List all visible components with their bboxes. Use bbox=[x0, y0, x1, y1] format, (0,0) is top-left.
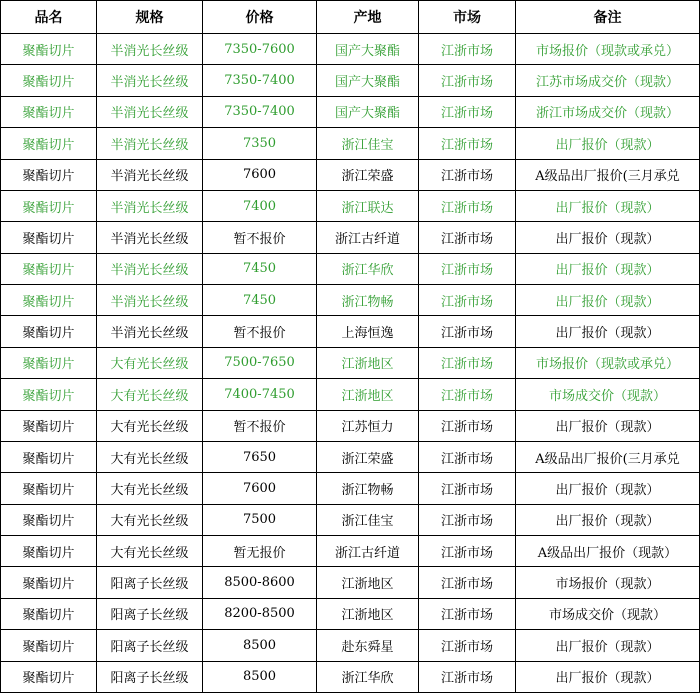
table-row bbox=[1, 536, 700, 567]
cell-market: 江浙市场 bbox=[419, 379, 516, 410]
cell-remarks: 江苏市场成交价（现款） bbox=[516, 65, 700, 96]
cell-product-name: 聚酯切片 bbox=[1, 473, 97, 504]
cell-market: 江浙市场 bbox=[419, 222, 516, 253]
table-row bbox=[1, 504, 700, 535]
header-remarks: 备注 bbox=[516, 1, 700, 34]
cell-remarks: 市场成交价（现款） bbox=[516, 379, 700, 410]
cell-market: 江浙市场 bbox=[419, 96, 516, 127]
cell-price: 7350-7400 bbox=[203, 65, 317, 96]
cell-market: 江浙市场 bbox=[419, 65, 516, 96]
cell-origin: 浙江佳宝 bbox=[317, 128, 419, 159]
cell-remarks: 出厂报价（现款） bbox=[516, 190, 700, 221]
table-row bbox=[1, 222, 700, 253]
cell-price: 8200-8500 bbox=[203, 598, 317, 629]
cell-specification: 阳离子长丝级 bbox=[97, 598, 203, 629]
cell-market: 江浙市场 bbox=[419, 34, 516, 65]
cell-product-name: 聚酯切片 bbox=[1, 598, 97, 629]
cell-market: 江浙市场 bbox=[419, 536, 516, 567]
cell-price: 暂不报价 bbox=[203, 410, 317, 441]
table-row bbox=[1, 567, 700, 598]
header-specification: 规格 bbox=[97, 1, 203, 34]
cell-product-name: 聚酯切片 bbox=[1, 661, 97, 693]
cell-origin: 上海恒逸 bbox=[317, 316, 419, 347]
cell-remarks: 出厂报价（现款） bbox=[516, 128, 700, 159]
cell-market: 江浙市场 bbox=[419, 504, 516, 535]
cell-product-name: 聚酯切片 bbox=[1, 96, 97, 127]
cell-remarks: 市场成交价（现款） bbox=[516, 598, 700, 629]
cell-remarks: A级品出厂报价(三月承兑 bbox=[516, 441, 700, 472]
header-product-name: 品名 bbox=[1, 1, 97, 34]
table-row bbox=[1, 410, 700, 441]
cell-market: 江浙市场 bbox=[419, 598, 516, 629]
header-origin: 产地 bbox=[317, 1, 419, 34]
cell-price: 7450 bbox=[203, 285, 317, 316]
cell-origin: 江苏恒力 bbox=[317, 410, 419, 441]
cell-price: 7600 bbox=[203, 159, 317, 190]
cell-market: 江浙市场 bbox=[419, 285, 516, 316]
table-row bbox=[1, 65, 700, 96]
cell-remarks: 出厂报价（现款） bbox=[516, 253, 700, 284]
cell-remarks: A级品出厂报价(三月承兑 bbox=[516, 159, 700, 190]
cell-product-name: 聚酯切片 bbox=[1, 159, 97, 190]
cell-origin: 国产大聚酯 bbox=[317, 96, 419, 127]
cell-product-name: 聚酯切片 bbox=[1, 441, 97, 472]
cell-price: 8500 bbox=[203, 661, 317, 693]
table-row bbox=[1, 379, 700, 410]
cell-price: 7600 bbox=[203, 473, 317, 504]
cell-specification: 大有光长丝级 bbox=[97, 536, 203, 567]
cell-specification: 大有光长丝级 bbox=[97, 504, 203, 535]
cell-specification: 半消光长丝级 bbox=[97, 96, 203, 127]
cell-specification: 半消光长丝级 bbox=[97, 190, 203, 221]
table-row bbox=[1, 253, 700, 284]
cell-product-name: 聚酯切片 bbox=[1, 285, 97, 316]
cell-origin: 江浙地区 bbox=[317, 567, 419, 598]
cell-price: 7450 bbox=[203, 253, 317, 284]
table-body bbox=[1, 34, 700, 693]
header-row bbox=[1, 1, 700, 34]
cell-specification: 半消光长丝级 bbox=[97, 253, 203, 284]
cell-price: 7500 bbox=[203, 504, 317, 535]
cell-market: 江浙市场 bbox=[419, 410, 516, 441]
cell-remarks: 出厂报价（现款） bbox=[516, 285, 700, 316]
table-row bbox=[1, 630, 700, 661]
cell-price: 7400-7450 bbox=[203, 379, 317, 410]
cell-origin: 浙江华欣 bbox=[317, 661, 419, 693]
cell-remarks: 市场报价（现款或承兑） bbox=[516, 34, 700, 65]
cell-market: 江浙市场 bbox=[419, 190, 516, 221]
cell-price: 暂不报价 bbox=[203, 316, 317, 347]
cell-remarks: 市场报价（现款或承兑） bbox=[516, 347, 700, 378]
cell-product-name: 聚酯切片 bbox=[1, 504, 97, 535]
table-row bbox=[1, 347, 700, 378]
cell-origin: 浙江物畅 bbox=[317, 285, 419, 316]
cell-specification: 大有光长丝级 bbox=[97, 379, 203, 410]
cell-remarks: 市场报价（现款） bbox=[516, 567, 700, 598]
cell-price: 7350 bbox=[203, 128, 317, 159]
cell-remarks: 出厂报价（现款） bbox=[516, 473, 700, 504]
cell-price: 暂不报价 bbox=[203, 222, 317, 253]
cell-remarks: 出厂报价（现款） bbox=[516, 630, 700, 661]
table-row bbox=[1, 285, 700, 316]
cell-price: 7350-7400 bbox=[203, 96, 317, 127]
cell-specification: 半消光长丝级 bbox=[97, 34, 203, 65]
cell-market: 江浙市场 bbox=[419, 567, 516, 598]
table-row bbox=[1, 190, 700, 221]
cell-origin: 浙江古纤道 bbox=[317, 222, 419, 253]
cell-market: 江浙市场 bbox=[419, 441, 516, 472]
cell-product-name: 聚酯切片 bbox=[1, 190, 97, 221]
cell-price: 暂无报价 bbox=[203, 536, 317, 567]
table-row bbox=[1, 661, 700, 693]
cell-origin: 国产大聚酯 bbox=[317, 34, 419, 65]
cell-product-name: 聚酯切片 bbox=[1, 567, 97, 598]
table-row bbox=[1, 473, 700, 504]
cell-specification: 半消光长丝级 bbox=[97, 222, 203, 253]
cell-product-name: 聚酯切片 bbox=[1, 253, 97, 284]
header-price: 价格 bbox=[203, 1, 317, 34]
cell-origin: 浙江荣盛 bbox=[317, 159, 419, 190]
cell-specification: 半消光长丝级 bbox=[97, 285, 203, 316]
cell-origin: 赴东舜星 bbox=[317, 630, 419, 661]
table-row bbox=[1, 159, 700, 190]
cell-product-name: 聚酯切片 bbox=[1, 222, 97, 253]
table-header bbox=[1, 1, 700, 34]
cell-origin: 浙江佳宝 bbox=[317, 504, 419, 535]
cell-origin: 浙江华欣 bbox=[317, 253, 419, 284]
table-row bbox=[1, 441, 700, 472]
table-row bbox=[1, 316, 700, 347]
cell-price: 7500-7650 bbox=[203, 347, 317, 378]
cell-product-name: 聚酯切片 bbox=[1, 316, 97, 347]
cell-remarks: 出厂报价（现款） bbox=[516, 222, 700, 253]
cell-product-name: 聚酯切片 bbox=[1, 536, 97, 567]
table-row bbox=[1, 96, 700, 127]
cell-market: 江浙市场 bbox=[419, 347, 516, 378]
cell-origin: 江浙地区 bbox=[317, 598, 419, 629]
cell-price: 7350-7600 bbox=[203, 34, 317, 65]
cell-market: 江浙市场 bbox=[419, 316, 516, 347]
cell-product-name: 聚酯切片 bbox=[1, 65, 97, 96]
table-row bbox=[1, 128, 700, 159]
cell-price: 8500-8600 bbox=[203, 567, 317, 598]
cell-specification: 半消光长丝级 bbox=[97, 65, 203, 96]
cell-product-name: 聚酯切片 bbox=[1, 34, 97, 65]
cell-market: 江浙市场 bbox=[419, 128, 516, 159]
cell-price: 7400 bbox=[203, 190, 317, 221]
cell-remarks: 出厂报价（现款） bbox=[516, 661, 700, 693]
header-market: 市场 bbox=[419, 1, 516, 34]
cell-product-name: 聚酯切片 bbox=[1, 347, 97, 378]
cell-product-name: 聚酯切片 bbox=[1, 410, 97, 441]
cell-origin: 浙江联达 bbox=[317, 190, 419, 221]
cell-specification: 阳离子长丝级 bbox=[97, 661, 203, 693]
cell-specification: 半消光长丝级 bbox=[97, 316, 203, 347]
cell-remarks: 出厂报价（现款） bbox=[516, 316, 700, 347]
cell-specification: 大有光长丝级 bbox=[97, 441, 203, 472]
cell-product-name: 聚酯切片 bbox=[1, 379, 97, 410]
cell-remarks: 出厂报价（现款） bbox=[516, 410, 700, 441]
cell-price: 7650 bbox=[203, 441, 317, 472]
table-row bbox=[1, 598, 700, 629]
cell-specification: 大有光长丝级 bbox=[97, 347, 203, 378]
cell-specification: 阳离子长丝级 bbox=[97, 567, 203, 598]
cell-market: 江浙市场 bbox=[419, 473, 516, 504]
cell-origin: 江浙地区 bbox=[317, 347, 419, 378]
cell-origin: 江浙地区 bbox=[317, 379, 419, 410]
cell-market: 江浙市场 bbox=[419, 253, 516, 284]
cell-remarks: 出厂报价（现款） bbox=[516, 504, 700, 535]
cell-market: 江浙市场 bbox=[419, 630, 516, 661]
table-row bbox=[1, 34, 700, 65]
cell-origin: 浙江荣盛 bbox=[317, 441, 419, 472]
cell-origin: 浙江古纤道 bbox=[317, 536, 419, 567]
cell-remarks: A级品出厂报价（现款） bbox=[516, 536, 700, 567]
cell-market: 江浙市场 bbox=[419, 159, 516, 190]
cell-specification: 大有光长丝级 bbox=[97, 473, 203, 504]
cell-origin: 国产大聚酯 bbox=[317, 65, 419, 96]
cell-origin: 浙江物畅 bbox=[317, 473, 419, 504]
cell-price: 8500 bbox=[203, 630, 317, 661]
cell-market: 江浙市场 bbox=[419, 661, 516, 693]
cell-specification: 半消光长丝级 bbox=[97, 128, 203, 159]
cell-specification: 阳离子长丝级 bbox=[97, 630, 203, 661]
cell-remarks: 浙江市场成交价（现款） bbox=[516, 96, 700, 127]
cell-specification: 半消光长丝级 bbox=[97, 159, 203, 190]
cell-specification: 大有光长丝级 bbox=[97, 410, 203, 441]
cell-product-name: 聚酯切片 bbox=[1, 128, 97, 159]
cell-product-name: 聚酯切片 bbox=[1, 630, 97, 661]
